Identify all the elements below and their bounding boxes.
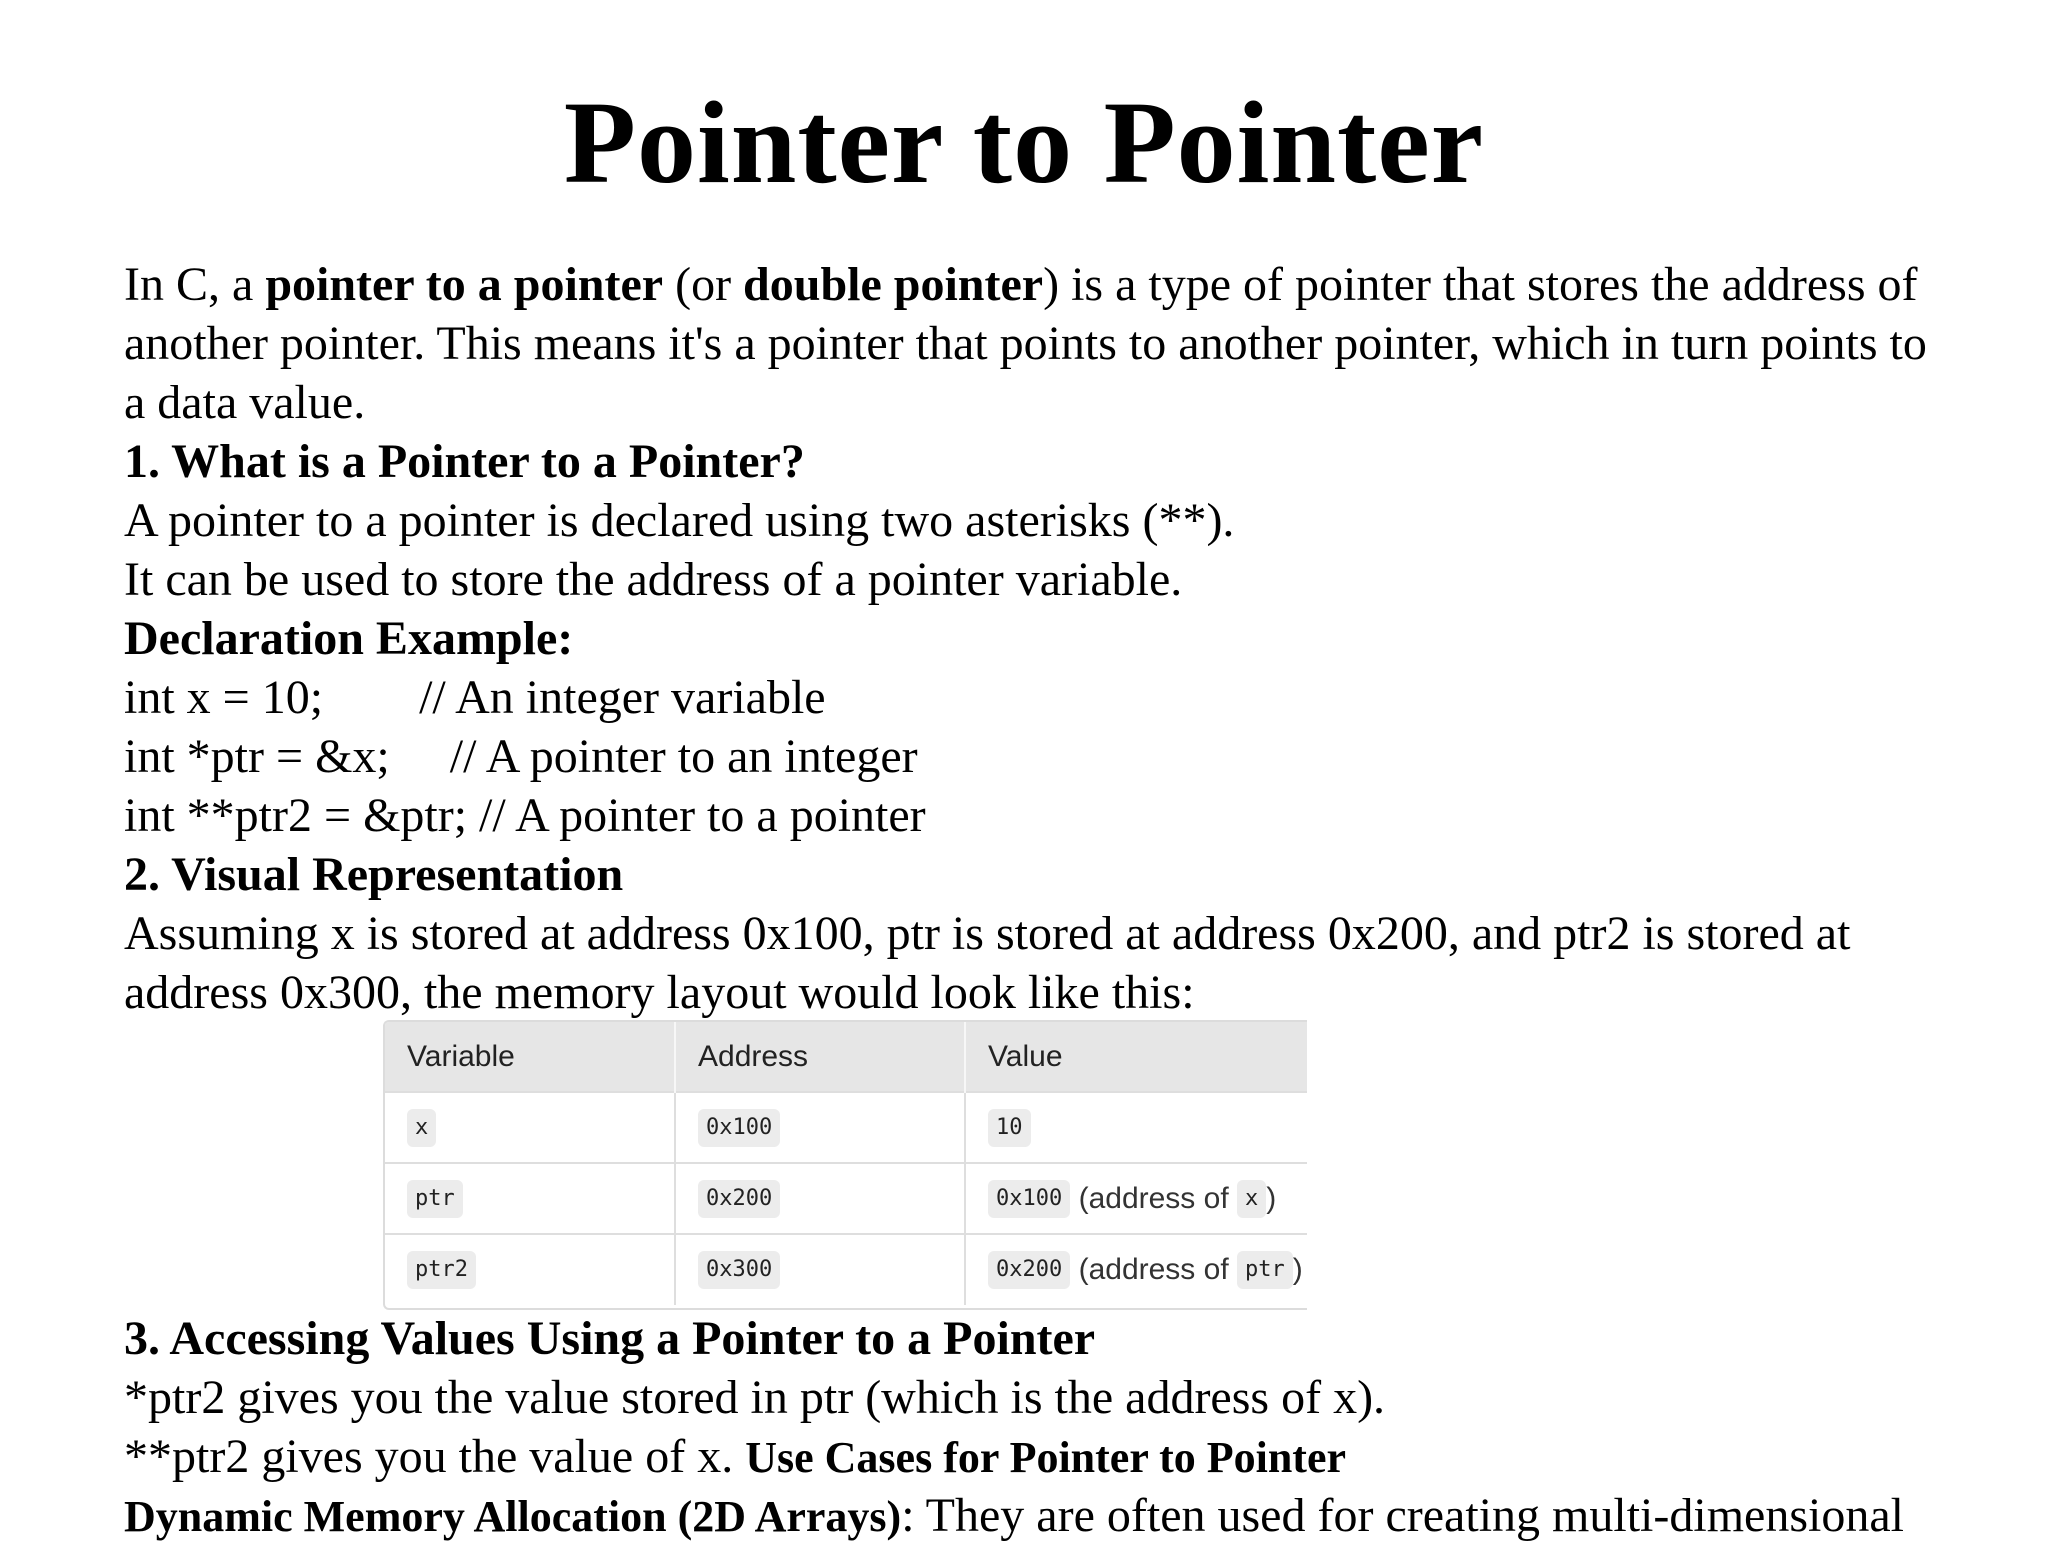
cell-variable xyxy=(385,1234,675,1305)
value-note: (address of xyxy=(1078,1181,1237,1215)
cell-value xyxy=(965,1234,1307,1305)
code-chip: ptr xyxy=(407,1180,463,1218)
table-row xyxy=(385,1234,1307,1305)
cell-value xyxy=(965,1163,1307,1234)
code-chip: 0x200 xyxy=(988,1251,1070,1289)
intro-line-2: another pointer. This means it's a pointer that points to another pointer, which in turn points to xyxy=(124,317,1927,370)
section3-heading: 3. Accessing Values Using a Pointer to a Pointer xyxy=(124,1312,1096,1365)
cell-variable xyxy=(385,1163,675,1234)
section3-line-3 xyxy=(124,1486,1984,1545)
cell-value xyxy=(965,1092,1307,1163)
value-note: (address of xyxy=(1078,1253,1237,1286)
dynamic-memory-heading: Dynamic Memory Allocation (2D Arrays) xyxy=(124,1492,902,1541)
section3-line-2-text: **ptr2 gives you the value of x. xyxy=(124,1430,746,1483)
cell-address xyxy=(675,1163,965,1234)
table-header-row xyxy=(385,1022,1307,1092)
code-chip: 0x300 xyxy=(698,1251,780,1289)
table-row xyxy=(385,1163,1307,1234)
code-chip: 0x200 xyxy=(698,1180,780,1218)
value-note-close: ) xyxy=(1292,1253,1303,1286)
cell-address xyxy=(675,1092,965,1163)
section2-line-1: Assuming x is stored at address 0x100, ptr is stored at address 0x200, and ptr2 is stored at xyxy=(124,907,1851,960)
code-chip: 10 xyxy=(988,1109,1031,1147)
intro-text-1: In C, a xyxy=(124,258,266,311)
cell-address xyxy=(675,1234,965,1305)
code-chip: ptr xyxy=(1237,1251,1293,1289)
section1-heading: 1. What is a Pointer to a Pointer? xyxy=(124,435,805,488)
header-variable: Variable xyxy=(385,1022,675,1092)
intro-bold-2: double pointer xyxy=(743,258,1044,311)
value-note-close: ) xyxy=(1266,1181,1277,1215)
code-chip: x xyxy=(407,1109,436,1147)
section3-line-3-text: : They are often used for creating multi-dimensional xyxy=(901,1489,1904,1542)
code-chip: ptr2 xyxy=(407,1251,476,1289)
code-chip: x xyxy=(1237,1180,1266,1218)
body-text xyxy=(124,255,1984,1022)
intro-bold-1: pointer to a pointer xyxy=(265,258,664,311)
memory-layout-table xyxy=(383,1020,1307,1310)
body-text-continued xyxy=(124,1309,1984,1545)
page-title: Pointer to Pointer xyxy=(563,77,1485,208)
section2-heading: 2. Visual Representation xyxy=(124,848,624,901)
section3-line-1: *ptr2 gives you the value stored in ptr (which is the address of x). xyxy=(124,1371,1386,1424)
table-row xyxy=(385,1092,1307,1163)
cell-variable xyxy=(385,1092,675,1163)
section3-line-2 xyxy=(124,1427,1984,1486)
code-chip: 0x100 xyxy=(988,1180,1070,1218)
header-address: Address xyxy=(675,1022,965,1092)
code-chip: 0x100 xyxy=(698,1109,780,1147)
section2-line-2: address 0x300, the memory layout would look like this: xyxy=(124,966,1195,1019)
intro-text-2: (or xyxy=(663,258,744,311)
use-cases-heading: Use Cases for Pointer to Pointer xyxy=(745,1433,1347,1482)
intro-line-1 xyxy=(124,255,1984,314)
code-line-3: int **ptr2 = &ptr; // A pointer to a pointer xyxy=(124,789,926,842)
section1-line-1: A pointer to a pointer is declared using two asterisks (**). xyxy=(124,494,1235,547)
code-line-2: int *ptr = &x; // A pointer to an integer xyxy=(124,730,918,783)
code-line-1: int x = 10; // An integer variable xyxy=(124,671,826,724)
header-value: Value xyxy=(988,1039,1063,1073)
intro-text-3: ) is a type of pointer that stores the address of xyxy=(1043,258,1918,311)
section1-line-2: It can be used to store the address of a pointer variable. xyxy=(124,553,1183,606)
declaration-heading: Declaration Example: xyxy=(124,612,574,665)
intro-line-3: a data value. xyxy=(124,376,366,429)
